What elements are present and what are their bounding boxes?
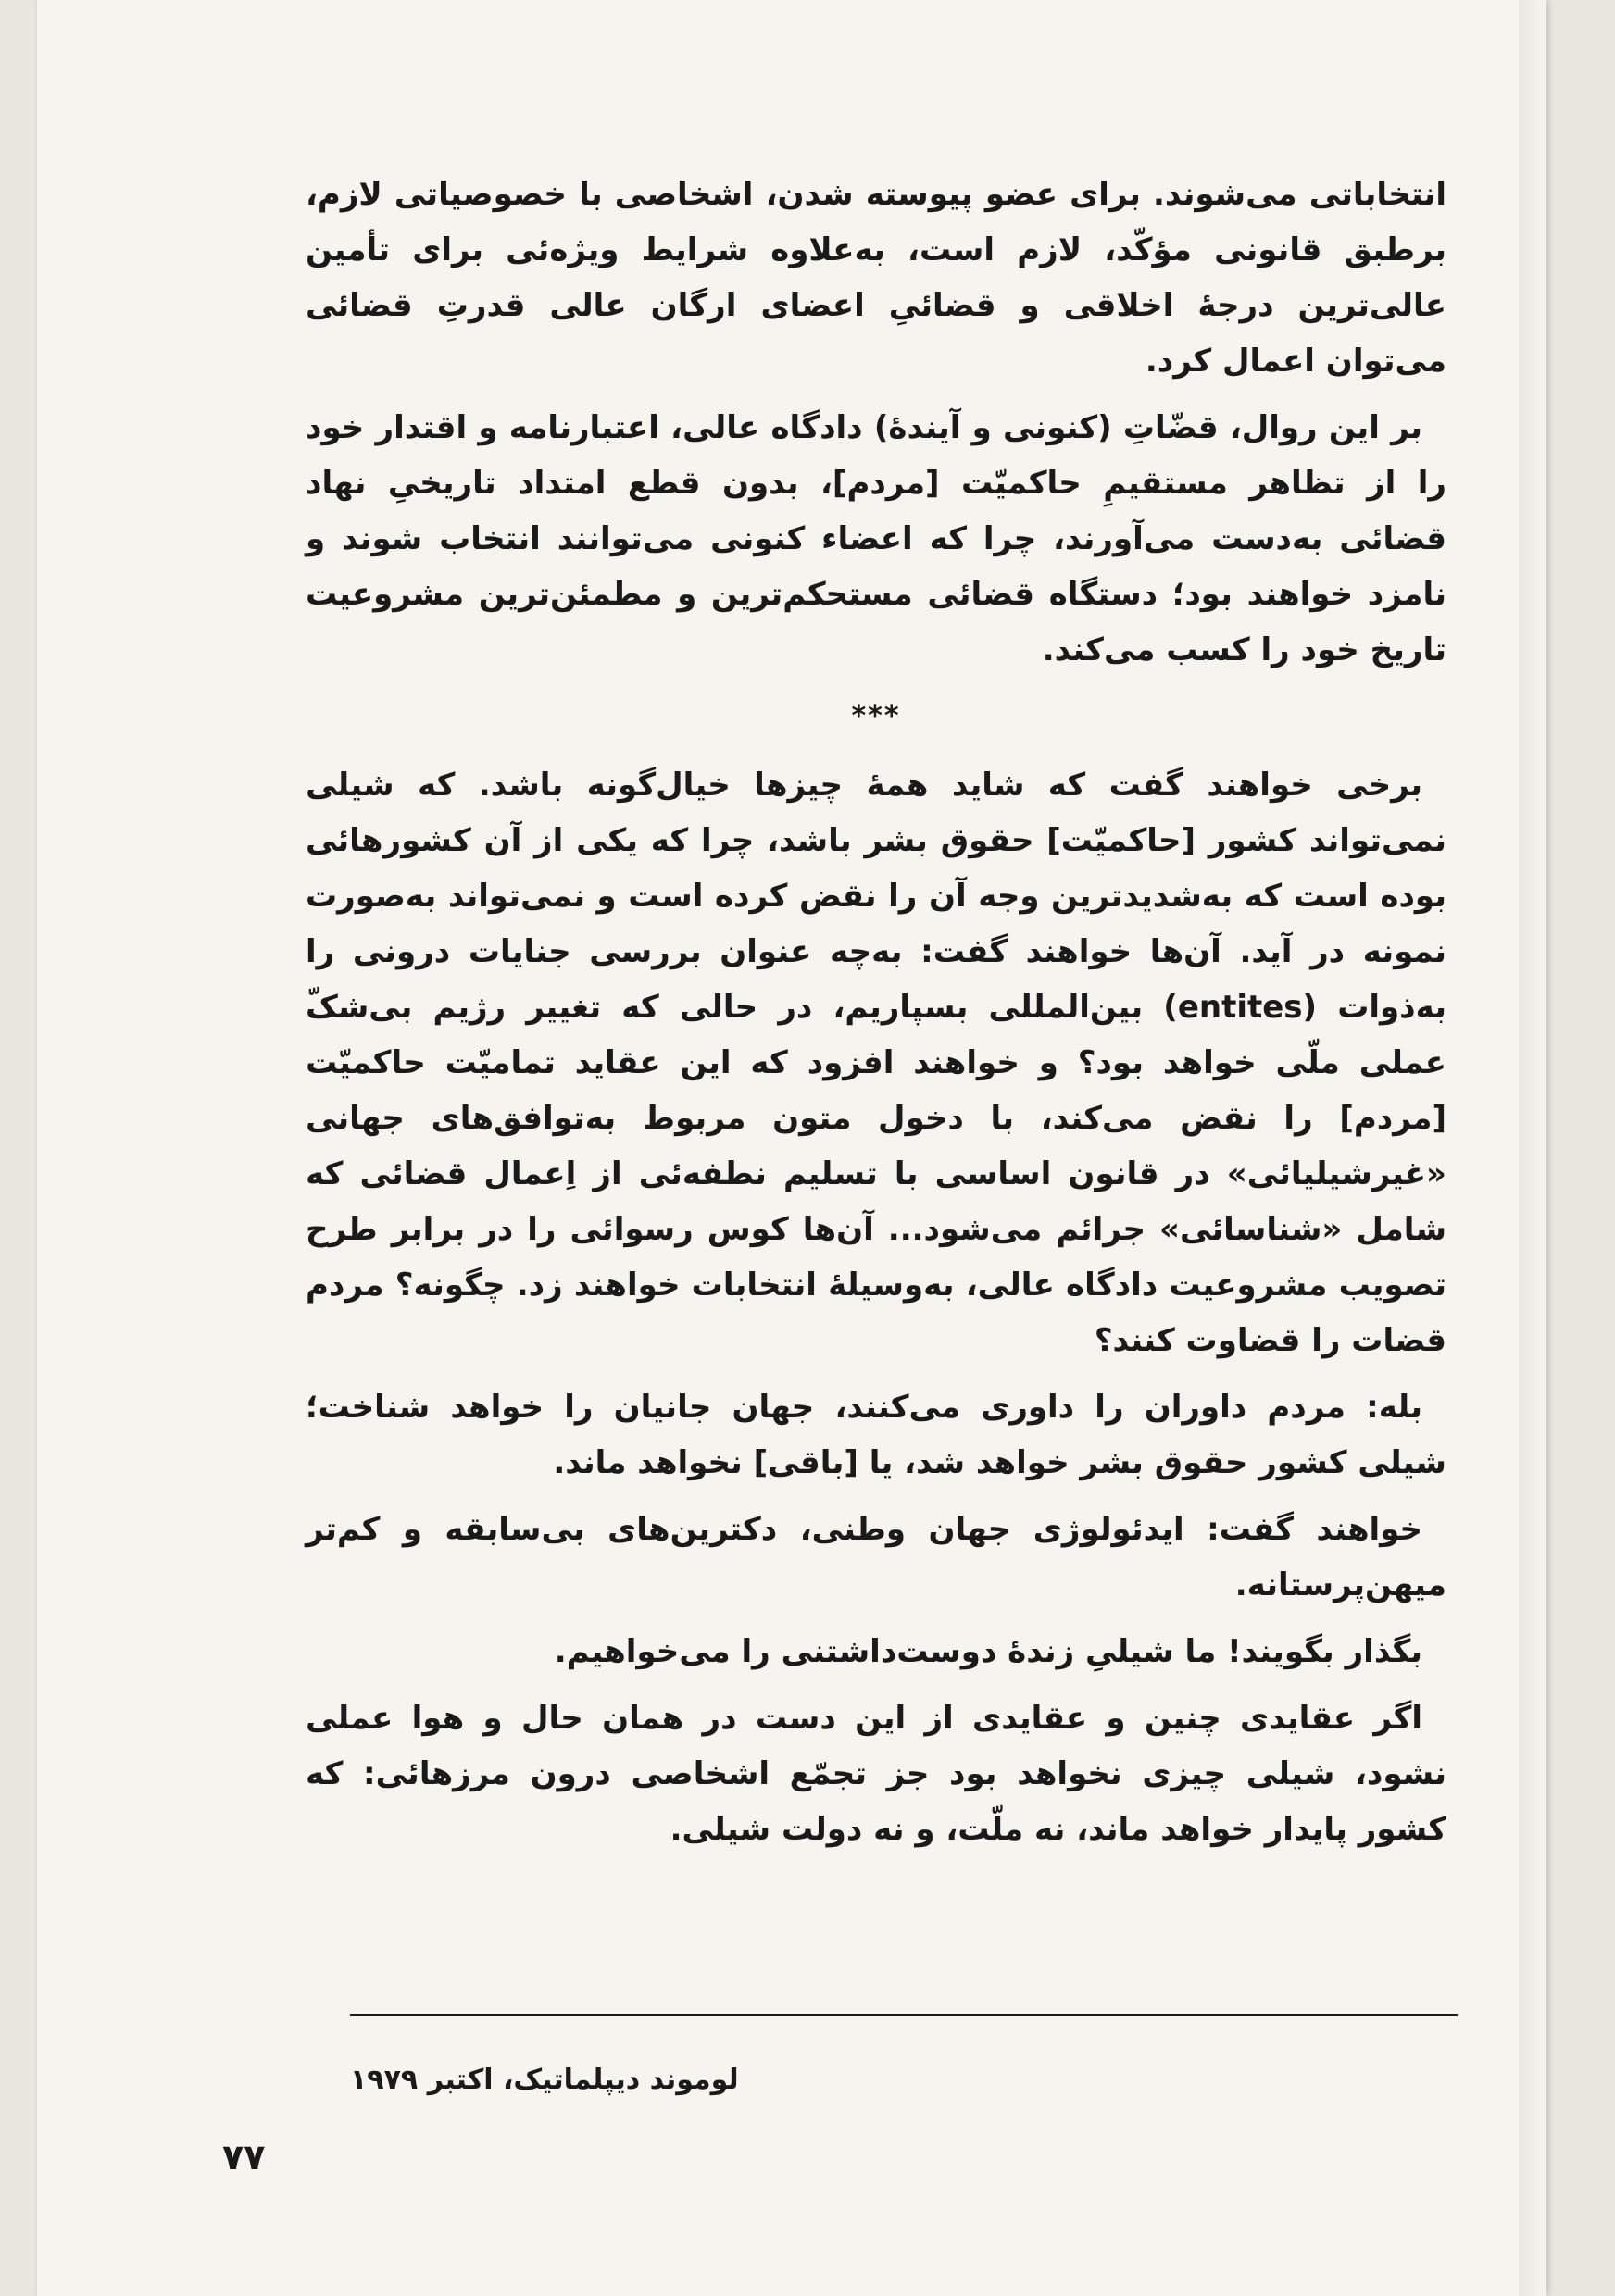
paragraph-2: بر این روال، قضّاتِ (کنونی و آیندهٔ) دادگاه عالی، اعتبارنامه و اقتدار خود را از تظاهر مستقیمِ حاکمیّت [مردم]، بدون قطع امتداد تاریخیِ نهاد قضائی به‌دست می‌آورند، چرا که اعضاء کنونی می‌توانند انتخاب شوند و نامزد خواهند بود؛ دستگاه قضائی مستحکم‌ترین و مطمئن‌ترین مشروعیت تاریخ خود را کسب می‌کند. [306, 409, 1446, 668]
paragraph-7: اگر عقایدی چنین و عقایدی از این دست در همان حال و هوا عملی نشود، شیلی چیزی نخواهد بود جز تجمّع اشخاصی درون مرزهائی: که کشور پایدار خواهد ماند، نه ملّت، و نه دولت شیلی. [306, 1700, 1446, 1848]
section-separator: *** [851, 700, 901, 732]
footnote-source: لوموند دیپلماتیک، اکتبر ۱۹۷۹ [350, 2064, 739, 2096]
page-number: ۷۷ [222, 2137, 266, 2177]
paragraph-5: خواهند گفت: ایدئولوژی جهان وطنی، دکترین‌های بی‌سابقه و کم‌تر میهن‌پرستانه. [306, 1511, 1446, 1603]
paper-edge-shadow [1519, 0, 1546, 2296]
page-sheet [37, 0, 1546, 2296]
footnote-divider [350, 2014, 1458, 2016]
body-text [306, 167, 1446, 1868]
paragraph-4: بله: مردم داوران را داوری می‌کنند، جهان جانیان را خواهد شناخت؛ شیلی کشور حقوق بشر خواهد شد، یا [باقی] نخواهد ماند. [306, 1389, 1446, 1481]
paragraph-1: انتخاباتی می‌شوند. برای عضو پیوسته شدن، اشخاصی با خصوصیاتی لازم، برطبق قانونی مؤکّد، لازم است، به‌علاوه شرایط ویژه‌ئی برای تأمین عالی‌ترین درجهٔ اخلاقی و قضائیِ اعضای ارگان عالی قدرتِ قضائی می‌توان اعمال کرد. [306, 176, 1446, 380]
paragraph-6: بگذار بگویند! ما شیلیِ زندهٔ دوست‌داشتنی را می‌خواهیم. [554, 1633, 1422, 1670]
paragraph-3: برخی خواهند گفت که شاید همهٔ چیزها خیال‌گونه باشد. که شیلی نمی‌تواند کشور [حاکمیّت] حقوق بشر باشد، چرا که یکی از آن کشورهائی بوده است که به‌شدیدترین وجه آن را نقض کرده است و نمی‌تواند به‌صورت نمونه در آید. آن‌ها خواهند گفت: به‌چه عنوان بررسی جنایات درونی را به‌ذوات (entites) بین‌المللی بسپاریم، در حالی که تغییر رژیم بی‌شکّ عملی ملّی خواهد بود؟ و خواهند افزود که این عقاید تمامیّت حاکمیّت [مردم] را نقض می‌کند، با دخول متون مربوط به‌توافق‌های جهانی «غیرشیلیائی» در قانون اساسی با تسلیم نطفه‌ئی از اِعمال قضائی که شامل «شناسائی» جرائم می‌شود... آن‌ها کوس رسوائی را در برابر طرح تصویب مشروعیت دادگاه عالی، به‌وسیلهٔ انتخابات خواهند زد. چگونه؟ مردم قضات را قضاوت کنند؟ [306, 767, 1447, 1359]
